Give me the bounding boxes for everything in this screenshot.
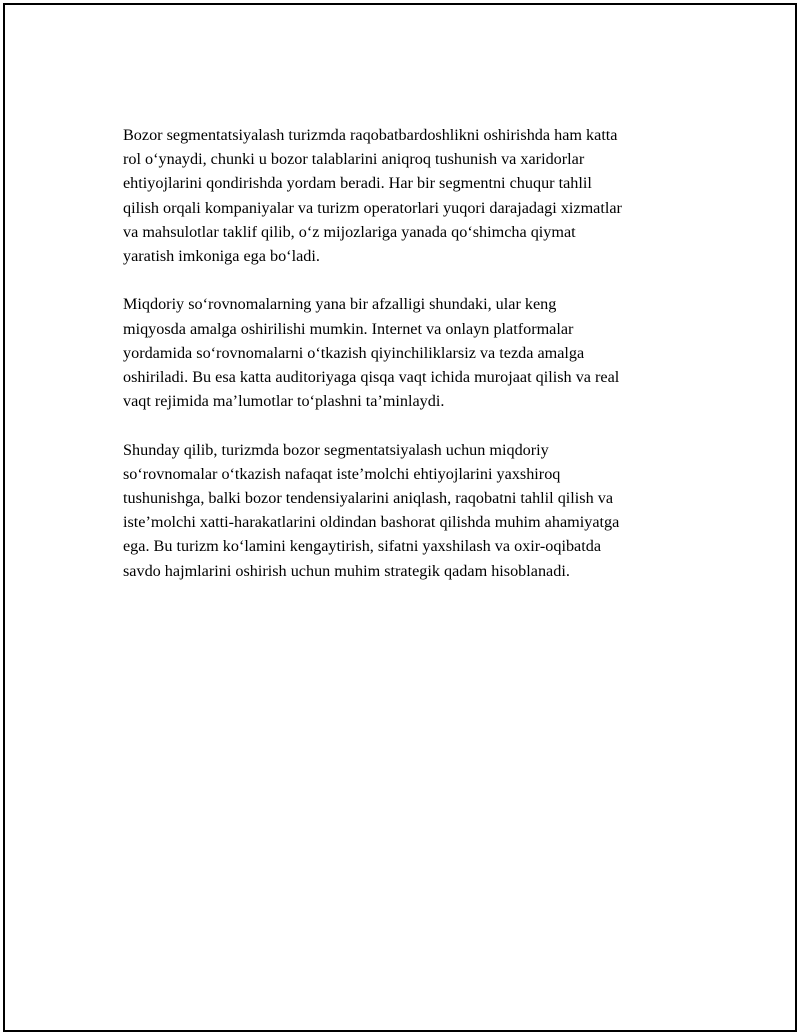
- text-line: Miqdoriy so‘rovnomalarning yana bir afzalligi shundaki, ular keng: [123, 295, 557, 314]
- text-line: oshiriladi. Bu esa katta auditoriyaga qisqa vaqt ichida murojaat qilish va real: [123, 368, 620, 387]
- text-line: vaqt rejimida ma’lumotlar to‘plashni ta’minlaydi.: [123, 392, 445, 411]
- text-line: yordamida so‘rovnomalarni o‘tkazish qiyinchiliklarsiz va tezda amalga: [123, 343, 585, 362]
- text-line: qilish orqali kompaniyalar va turizm operatorlari yuqori darajadagi xizmatlar: [123, 198, 622, 217]
- text-line: ehtiyojlarini qondirishda yordam beradi. Har bir segmentni chuqur tahlil: [123, 174, 592, 193]
- text-line: yaratish imkoniga ega bo‘ladi.: [123, 247, 320, 266]
- text-line: va mahsulotlar taklif qilib, o‘z mijozlariga yanada qo‘shimcha qiymat: [123, 222, 576, 241]
- document-body: [123, 123, 703, 607]
- text-line: miqyosda amalga oshirilishi mumkin. Internet va onlayn platformalar: [123, 319, 574, 338]
- text-line: ega. Bu turizm ko‘lamini kengaytirish, sifatni yaxshilash va oxir-oqibatda: [123, 537, 601, 556]
- paragraph-2: [123, 292, 703, 413]
- page-frame: [3, 3, 797, 1032]
- text-line: tushunishga, balki bozor tendensiyalarini aniqlash, raqobatni tahlil qilish va: [123, 489, 614, 508]
- text-line: savdo hajmlarini oshirish uchun muhim strategik qadam hisoblanadi.: [123, 561, 570, 580]
- text-line: rol o‘ynaydi, chunki u bozor talablarini aniqroq tushunish va xaridorlar: [123, 150, 585, 169]
- paragraph-3: [123, 438, 703, 583]
- text-line: Shunday qilib, turizmda bozor segmentatsiyalash uchun miqdoriy: [123, 440, 549, 459]
- text-line: so‘rovnomalar o‘tkazish nafaqat iste’molchi ehtiyojlarini yaxshiroq: [123, 464, 561, 483]
- text-line: Bozor segmentatsiyalash turizmda raqobatbardoshlikni oshirishda ham katta: [123, 126, 618, 144]
- paragraph-1: [123, 123, 703, 268]
- text-line: iste’molchi xatti-harakatlarini oldindan bashorat qilishda muhim ahamiyatga: [123, 513, 620, 532]
